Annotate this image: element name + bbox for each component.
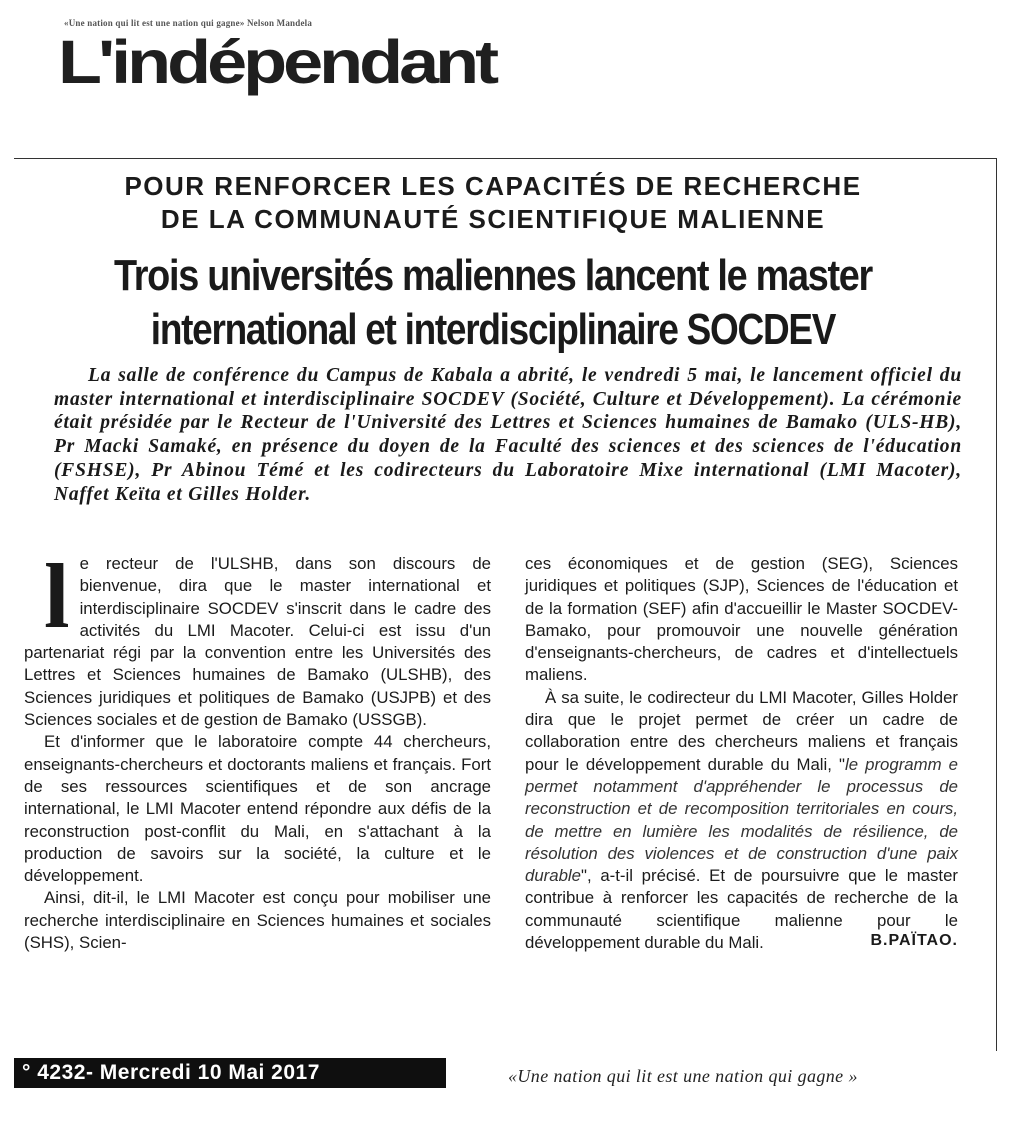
paragraph: ces économiques et de gestion (SEG), Sciences juridiques et politiques (SJP), Sciences de l'éducation et de la formation (SEF) afin d'accueillir le Master SOCDEV-Bamako, pour promouvoir une nouvelle génération d'enseignants-chercheurs, de cadres et d'intellectuels maliens. (525, 554, 958, 685)
kicker-line-2: DE LA COMMUNAUTÉ SCIENTIFIQUE MALIENNE (160, 204, 826, 234)
paragraph: Et d'informer que le laboratoire compte 44 chercheurs, enseignants-chercheurs et doctorants maliens et français. Fort de ses ressources scientifiques et de son ancrage international, le LMI Macoter entend répondre aux défis de la reconstruction post-conflit du Mali, en s'attachant à la production de savoirs sur la société, la culture et le développement. (24, 732, 491, 886)
paragraph (525, 687, 958, 955)
masthead-motto: «Une nation qui lit est une nation qui gagne» Nelson Mandela (64, 18, 313, 28)
issue-date-banner: ° 4232- Mercredi 10 Mai 2017 (14, 1058, 446, 1088)
author-signature: B.PAÏTAO. (870, 932, 958, 950)
masthead (58, 14, 528, 124)
newspaper-logo: L'indépendant (58, 28, 496, 97)
headline-line-2: international et interdisciplinaire SOCDEV (150, 305, 836, 354)
footer-slogan: «Une nation qui lit est une nation qui gagne » (508, 1066, 858, 1086)
kicker-line-1: POUR RENFORCER LES CAPACITÉS DE RECHERCHE (124, 171, 862, 201)
paragraph: Ainsi, dit-il, le LMI Macoter est conçu pour mobiliser une recherche interdisciplinaire en Sciences humaines et sociales (SHS), Scien- (24, 888, 491, 953)
article-column-right (525, 553, 958, 954)
paragraph-text: À sa suite, le codirecteur du LMI Macoter, Gilles Holder dira que le projet permet de créer un cadre de collaboration entre des chercheurs maliens et français pour le développement durable du Mali, " (525, 687, 958, 774)
headline-line-1: Trois universités maliennes lancent le master (114, 251, 872, 300)
drop-cap: l (44, 545, 70, 647)
paragraph (24, 545, 491, 731)
lede (54, 364, 962, 506)
paragraph-text: e recteur de l'ULSHB, dans son discours de bienvenue, dira que le master international et interdisciplinaire SOCDEV s'inscrit dans le cadre des activités du LMI Macoter. Celui-ci est issu d'un partenariat régi par la convention entre les Universités des Lettres et Sciences humaines de Bamako (ULSHB), des Sciences juridiques et politiques de Bamako (USJPB) et des Sciences sociales et de gestion de Bamako (USSGB). (24, 554, 491, 730)
article-column-left (24, 545, 491, 954)
lede-text: La salle de conférence du Campus de Kabala a abrité, le vendredi 5 mai, le lancement officiel du master international et interdisciplinaire SOCDEV (Société, Culture et Développement). La cérémonie était présidée par le Recteur de l'Université des Lettres et Sciences humaines de Bamako (ULS-HB), Pr Macki Samaké, en présence du doyen de la Faculté des sciences et des sciences de l'éducation (FSHSE), Pr Abinou Témé et les codirecteurs du Laboratoire Mixe international (LMI Macoter), Naffet Keïta et Gilles Holder. (54, 365, 962, 505)
paragraph-text: ", a-t-il précisé. Et de poursuivre que le master contribue à renforcer les capacités de recherche de la communauté scientifique malienne pour le développement durable du Mali. (525, 866, 958, 953)
quote-text: le programm e permet notamment d'appréhender le processus de reconstruction et de recomposition territoriales en cours, de mettre en lumière les modalités de résilience, de résolution des violences et de construction d'une paix durable (525, 754, 959, 886)
